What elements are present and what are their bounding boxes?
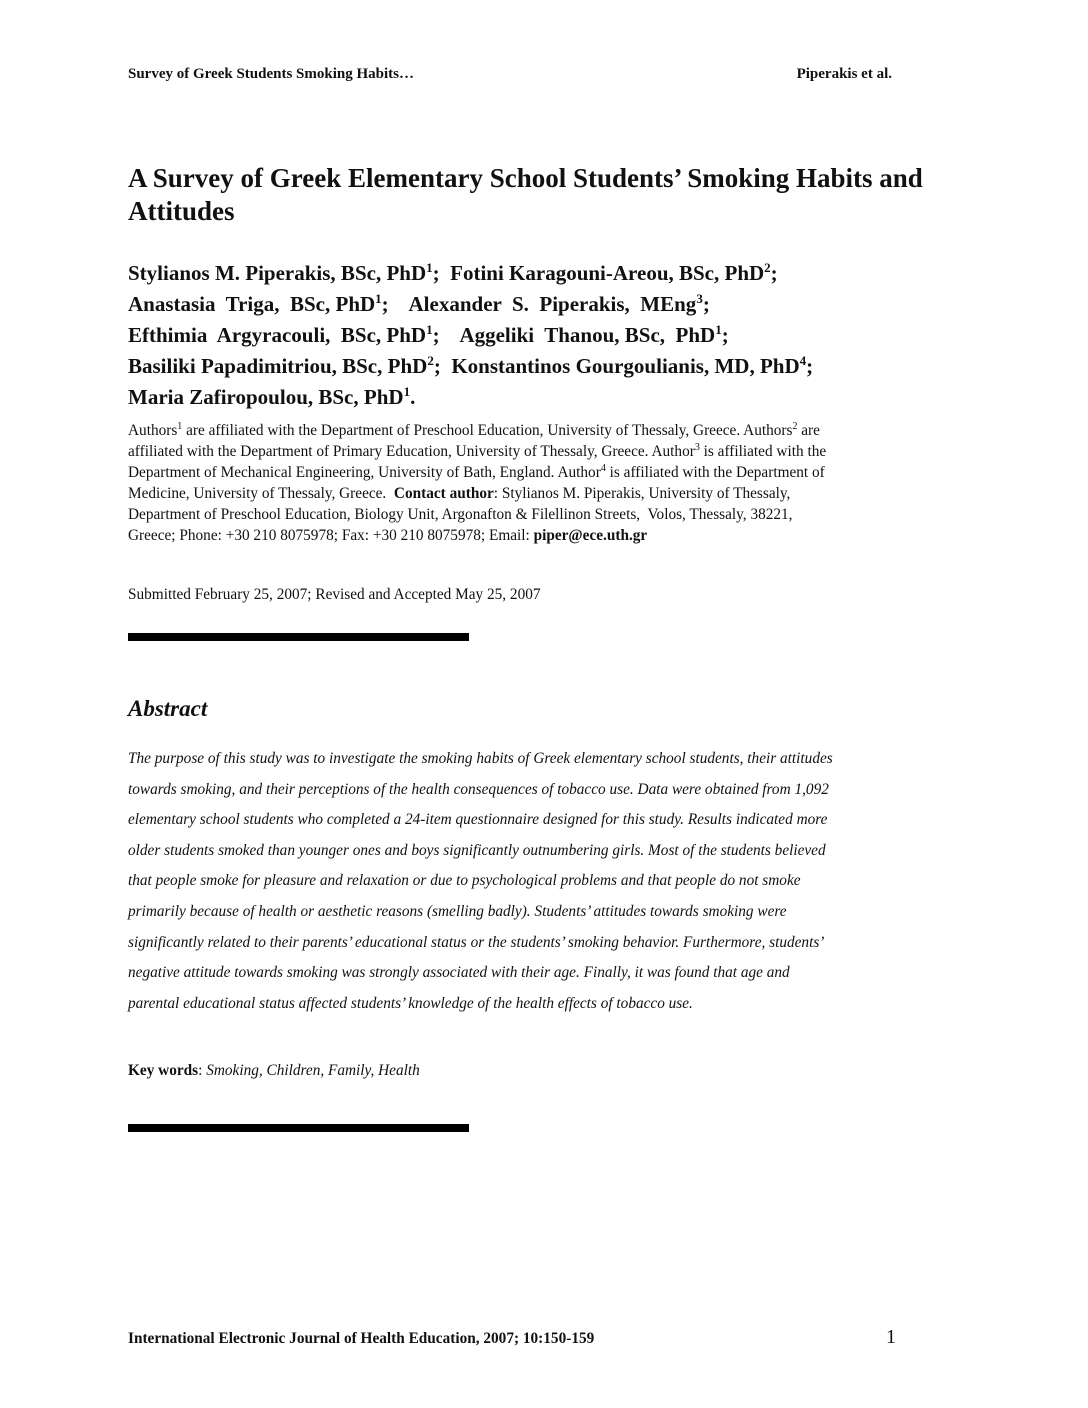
abstract-line: elementary school students who completed a 24-item questionnaire designed for this study. Results indicated more <box>128 811 828 829</box>
author-affiliation-marker: 3 <box>696 291 703 306</box>
keywords-values: Smoking, Children, Family, Health <box>206 1062 420 1079</box>
author-affiliation-marker: 1 <box>426 260 433 275</box>
affiliation-text: Medicine, University of Thessaly, Greece. <box>128 485 394 502</box>
author-separator: ; <box>702 292 710 316</box>
author-line <box>128 351 958 382</box>
abstract-line: primarily because of health or aesthetic reasons (smelling badly). Students’ attitudes towards smoking were <box>128 902 787 920</box>
paper-title: A Survey of Greek Elementary School Students’ Smoking Habits and Attitudes <box>128 163 923 226</box>
author-separator: ; <box>381 292 409 316</box>
affiliation-text: are <box>797 422 820 439</box>
abstract-line: that people smoke for pleasure and relaxation or due to psychological problems and that people do not smoke <box>128 872 801 890</box>
author-affiliation-marker: 1 <box>426 322 433 337</box>
abstract-line: parental educational status affected students’ knowledge of the health effects of tobacco use. <box>128 994 693 1012</box>
affiliation-line <box>128 462 948 483</box>
affiliation-text: Authors <box>128 422 178 439</box>
affiliation-marker: 1 <box>177 421 183 432</box>
keywords <box>128 1062 420 1080</box>
affiliation-paragraph <box>128 420 948 546</box>
author-line <box>128 382 958 413</box>
author-name: Alexander S. Piperakis, MEng <box>408 292 697 316</box>
affiliation-text: Greece; Phone: +30 210 8075978; Fax: +30 210 8075978; Email: <box>128 527 534 544</box>
author-separator: ; <box>721 323 729 347</box>
keywords-label: Key words <box>128 1062 199 1079</box>
running-head-authors: Piperakis et al. <box>796 66 892 82</box>
affiliation-text: is affiliated with the Department of <box>605 464 825 481</box>
affiliation-line <box>128 441 948 462</box>
contact-author-label: Contact author <box>393 485 494 502</box>
keywords-separator: : <box>198 1062 207 1079</box>
abstract-line: significantly related to their parents’ educational status or the students’ smoking behavior. Furthermore, students’ <box>128 933 825 951</box>
affiliation-text: are affiliated with the Department of Preschool Education, University of Thessaly, Greece. Authors <box>182 422 793 439</box>
journal-citation: International Electronic Journal of Health Education, 2007; 10:150-159 <box>128 1330 595 1347</box>
author-separator: . <box>410 385 416 409</box>
author-name: Efthimia Argyracouli, BSc, PhD <box>128 323 427 347</box>
affiliation-marker: 4 <box>600 463 606 474</box>
author-name: Konstantinos Gourgoulianis, MD, PhD <box>451 354 800 378</box>
author-affiliation-marker: 2 <box>427 353 434 368</box>
author-name: Aggeliki Thanou, BSc, PhD <box>459 323 716 347</box>
author-affiliation-marker: 2 <box>764 260 771 275</box>
contact-email-link[interactable]: piper@ece.uth.gr <box>533 527 648 544</box>
affiliation-line <box>128 525 948 546</box>
author-separator: ; <box>432 261 451 285</box>
section-divider <box>128 1124 469 1132</box>
abstract-line: negative attitude towards smoking was strongly associated with their age. Finally, it was found that age and <box>128 964 790 982</box>
abstract-heading: Abstract <box>128 696 208 721</box>
affiliation-marker: 3 <box>694 442 700 453</box>
submission-dates: Submitted February 25, 2007; Revised and Accepted May 25, 2007 <box>128 586 541 603</box>
author-separator: ; <box>770 261 778 285</box>
affiliation-marker: 2 <box>792 421 798 432</box>
affiliation-text: : Stylianos M. Piperakis, University of Thessaly, <box>493 485 791 502</box>
author-separator: ; <box>433 354 452 378</box>
page-footer <box>128 1326 896 1349</box>
abstract-line: The purpose of this study was to investigate the smoking habits of Greek elementary school students, their attitudes <box>128 750 833 767</box>
affiliation-text: Department of Preschool Education, Biology Unit, Argonafton & Filellinon Streets, Volos, Thessaly, 38221, <box>128 506 793 523</box>
author-list <box>128 258 958 413</box>
author-name: Anastasia Triga, BSc, PhD <box>128 292 376 316</box>
affiliation-line <box>128 504 948 525</box>
running-head <box>128 66 892 83</box>
author-name: Maria Zafiropoulou, BSc, PhD <box>128 385 404 409</box>
author-affiliation-marker: 1 <box>403 384 411 399</box>
author-line <box>128 320 958 351</box>
affiliation-text: affiliated with the Department of Primary Education, University of Thessaly, Greece. Author <box>128 443 695 460</box>
abstract-body <box>128 744 958 1019</box>
running-head-title: Survey of Greek Students Smoking Habits… <box>128 66 415 82</box>
author-name: Stylianos M. Piperakis, BSc, PhD <box>128 261 427 285</box>
abstract-line: towards smoking, and their perceptions of the health consequences of tobacco use. Data were obtained from 1,092 <box>128 780 829 798</box>
section-divider <box>128 633 469 641</box>
affiliation-text: is affiliated with the <box>699 443 827 460</box>
author-affiliation-marker: 1 <box>375 291 382 306</box>
author-line <box>128 258 958 289</box>
abstract-line: older students smoked than younger ones and boys significantly outnumbering girls. Most of the students believed <box>128 841 826 859</box>
author-separator: ; <box>432 323 460 347</box>
author-name: Basiliki Papadimitriou, BSc, PhD <box>128 354 428 378</box>
author-name: Fotini Karagouni-Areou, BSc, PhD <box>450 261 765 285</box>
author-affiliation-marker: 1 <box>715 322 722 337</box>
affiliation-text: Department of Mechanical Engineering, University of Bath, England. Author <box>128 464 601 481</box>
author-affiliation-marker: 4 <box>799 353 807 368</box>
affiliation-line <box>128 483 948 504</box>
affiliation-line <box>128 420 948 441</box>
author-separator: ; <box>806 354 814 378</box>
author-line <box>128 289 958 320</box>
page-number: 1 <box>886 1326 896 1348</box>
